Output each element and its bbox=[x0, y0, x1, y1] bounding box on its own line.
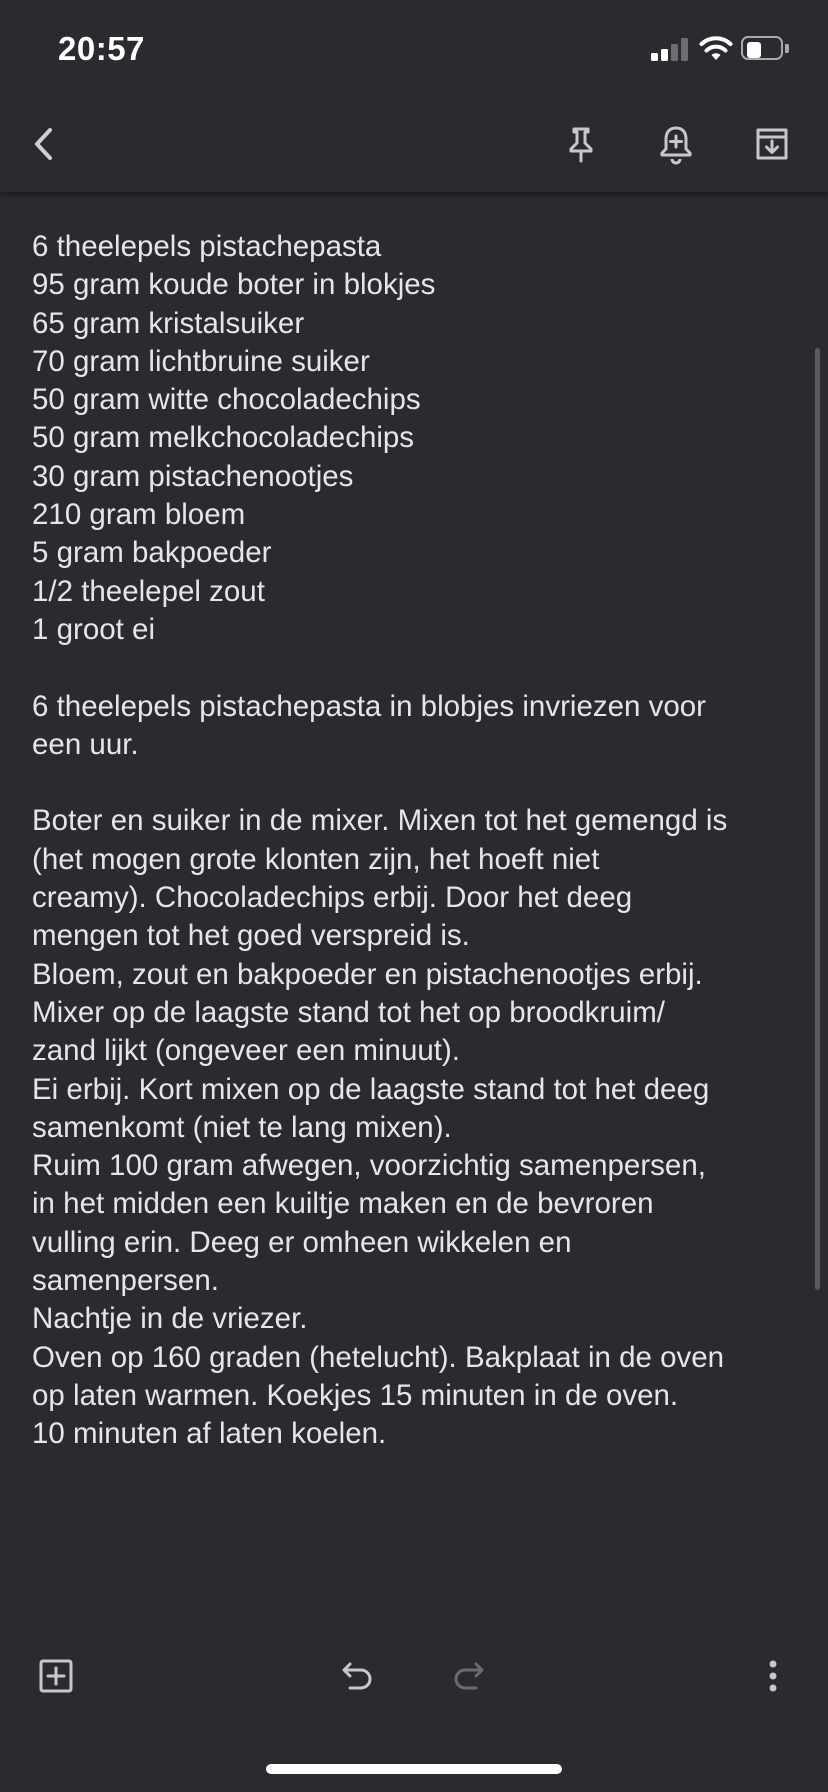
status-bar bbox=[0, 0, 828, 96]
note-line: vulling erin. Deeg er omheen wikkelen en bbox=[32, 1225, 572, 1259]
add-button[interactable] bbox=[28, 1648, 84, 1704]
signal-bar bbox=[671, 44, 678, 61]
note-line: op laten warmen. Koekjes 15 minuten in de oven. bbox=[32, 1378, 679, 1412]
wifi-icon bbox=[699, 34, 733, 62]
bottom-toolbar bbox=[0, 1640, 828, 1712]
note-line: 6 theelepels pistachepasta bbox=[32, 230, 382, 263]
battery-body bbox=[741, 36, 783, 60]
signal-bar bbox=[681, 38, 688, 61]
add-box-icon bbox=[37, 1657, 75, 1695]
note-line: Ruim 100 gram afwegen, voorzichtig samenpersen, bbox=[32, 1149, 706, 1183]
undo-button[interactable] bbox=[330, 1648, 386, 1704]
note-line: 50 gram witte chocoladechips bbox=[32, 383, 421, 417]
note-line: 30 gram pistachenootjes bbox=[32, 459, 354, 493]
note-line: 10 minuten af laten koelen. bbox=[32, 1417, 387, 1451]
archive-icon bbox=[752, 124, 792, 164]
redo-button[interactable] bbox=[440, 1648, 496, 1704]
blank-line bbox=[32, 764, 802, 802]
undo-icon bbox=[340, 1660, 376, 1692]
note-line: samenkomt (niet te lang mixen). bbox=[32, 1110, 452, 1144]
note-line: Boter en suiker in de mixer. Mixen tot het gemengd is bbox=[32, 804, 728, 838]
battery-icon bbox=[741, 36, 791, 62]
battery-cap bbox=[785, 44, 789, 53]
note-line: 210 gram bloem bbox=[32, 498, 246, 532]
note-line: 50 gram melkchocoladechips bbox=[32, 421, 415, 455]
archive-button[interactable] bbox=[744, 116, 800, 172]
note-line: samenpersen. bbox=[32, 1264, 219, 1298]
scrollbar[interactable] bbox=[815, 348, 820, 1290]
signal-bar bbox=[651, 53, 658, 61]
note-line: zand lijkt (ongeveer een minuut). bbox=[32, 1034, 460, 1068]
back-button[interactable] bbox=[16, 116, 72, 172]
status-time: 20:57 bbox=[58, 30, 145, 67]
home-indicator[interactable] bbox=[266, 1764, 562, 1774]
note-line: 1/2 theelepel zout bbox=[32, 574, 265, 608]
reminder-button[interactable] bbox=[648, 116, 704, 172]
note-line: Ei erbij. Kort mixen op de laagste stand tot het deeg bbox=[32, 1072, 710, 1106]
pin-button[interactable] bbox=[553, 116, 609, 172]
battery-level bbox=[747, 42, 761, 58]
note-line: Bloem, zout en bakpoeder en pistachenootjes erbij. bbox=[32, 957, 703, 991]
note-line: 5 gram bakpoeder bbox=[32, 536, 272, 570]
blank-line bbox=[32, 649, 802, 687]
bell-plus-icon bbox=[657, 123, 695, 165]
redo-icon bbox=[450, 1660, 486, 1692]
pin-icon bbox=[563, 124, 599, 164]
note-body[interactable] bbox=[32, 228, 802, 1454]
note-line: (het mogen grote klonten zijn, het hoeft niet bbox=[32, 842, 600, 876]
note-line: Nachtje in de vriezer. bbox=[32, 1302, 308, 1336]
note-line: 95 gram koude boter in blokjes bbox=[32, 268, 436, 302]
note-line: Oven op 160 graden (hetelucht). Bakplaat in de oven bbox=[32, 1340, 725, 1374]
note-line: 6 theelepels pistachepasta in blobjes invriezen voor bbox=[32, 689, 707, 723]
note-line: in het midden een kuiltje maken en de bevroren bbox=[32, 1187, 654, 1221]
note-toolbar bbox=[0, 96, 828, 192]
more-vertical-icon bbox=[767, 1658, 779, 1694]
note-line: 1 groot ei bbox=[32, 612, 155, 646]
note-line: 70 gram lichtbruine suiker bbox=[32, 344, 370, 378]
note-line: creamy). Chocoladechips erbij. Door het deeg bbox=[32, 881, 633, 915]
chevron-left-icon bbox=[28, 124, 60, 164]
note-line: een uur. bbox=[32, 727, 139, 761]
note-line: Mixer op de laagste stand tot het op broodkruim/ bbox=[32, 995, 665, 1029]
signal-bar bbox=[661, 49, 668, 61]
note-line: mengen tot het goed verspreid is. bbox=[32, 919, 470, 953]
note-line: 65 gram kristalsuiker bbox=[32, 306, 305, 340]
cellular-signal-icon bbox=[651, 37, 689, 61]
more-options-button[interactable] bbox=[745, 1648, 801, 1704]
